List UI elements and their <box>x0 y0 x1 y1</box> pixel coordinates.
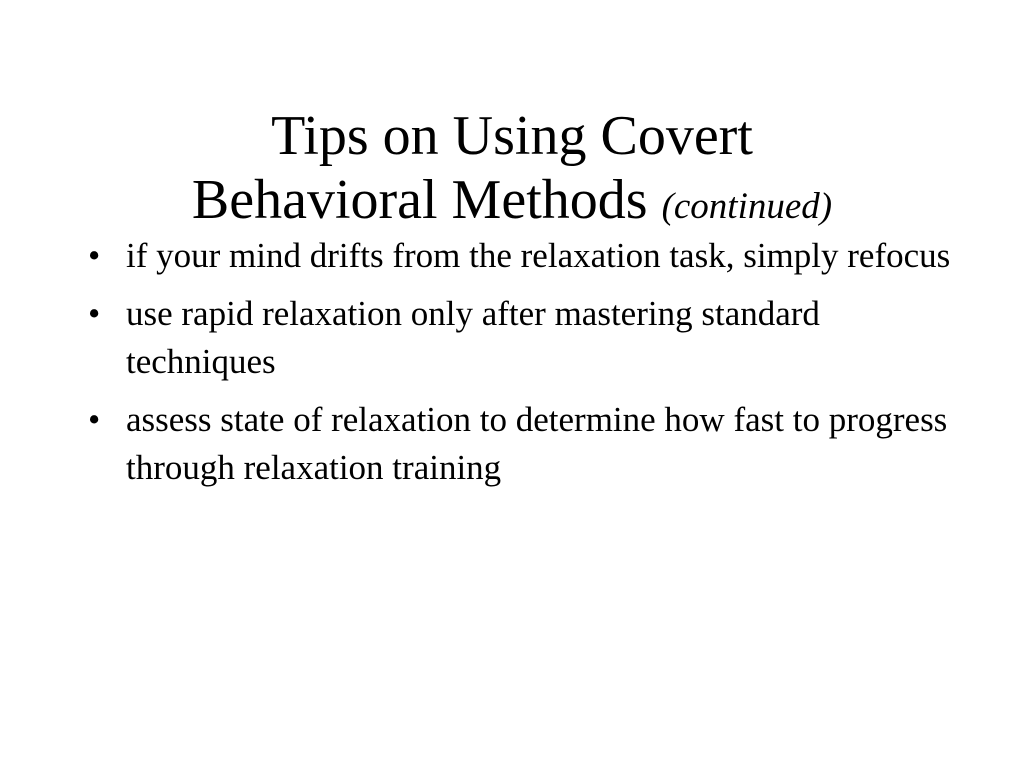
bullet-item <box>88 396 968 492</box>
slide-title <box>0 104 1024 239</box>
bullet-icon: • <box>88 400 101 439</box>
bullet-icon: • <box>88 236 101 275</box>
title-line-2 <box>0 168 1024 239</box>
bullet-text: use rapid relaxation only after mastering standard techniques <box>126 294 820 381</box>
bullet-list <box>88 232 968 502</box>
title-line-2-text: Behavioral Methods <box>191 168 648 231</box>
bullet-item <box>88 232 968 280</box>
bullet-item <box>88 290 968 386</box>
bullet-text: if your mind drifts from the relaxation task, simply refocus <box>126 236 951 275</box>
title-line-1: Tips on Using Covert <box>271 104 753 167</box>
bullet-icon: • <box>88 294 101 333</box>
title-continued: (continued) <box>661 185 833 227</box>
bullet-text: assess state of relaxation to determine how fast to progress through relaxation training <box>126 400 948 487</box>
